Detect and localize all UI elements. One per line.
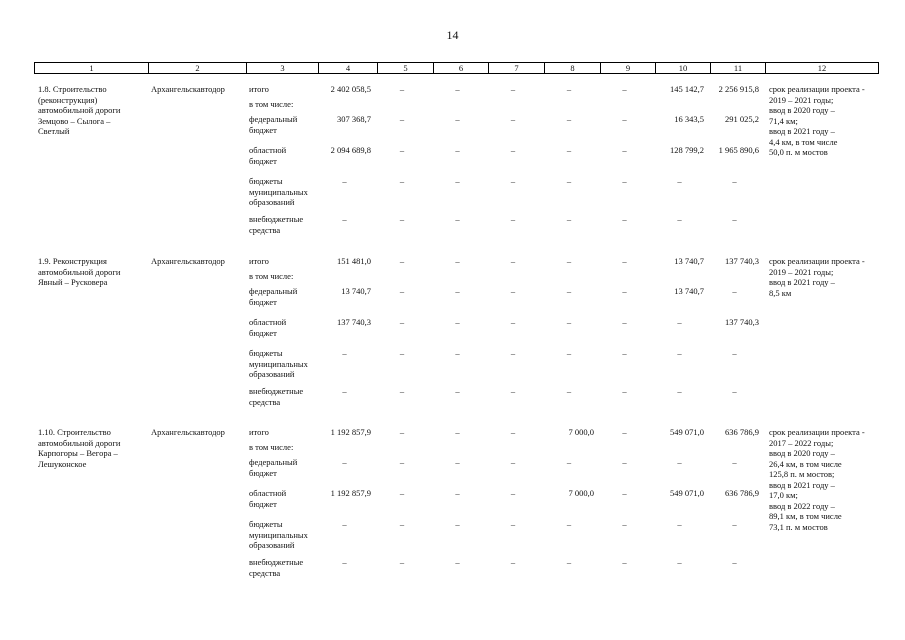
executor-name: Архангельскавтодор <box>151 427 225 437</box>
budget-label: бюджет <box>249 296 277 307</box>
budget-label: в том числе: <box>249 442 294 452</box>
project-note-line: 71,4 км; <box>769 115 798 126</box>
value-cell-col5: – <box>399 286 405 296</box>
value-cell-col9: – <box>622 286 627 296</box>
value-cell-col11: – <box>732 214 737 224</box>
budget-label: бюджет <box>249 498 277 509</box>
value-cell-col4: 2 094 689,8 <box>330 145 371 155</box>
header-col-6: 6 <box>434 63 489 73</box>
value-cell-col11: 291 025,2 <box>725 114 759 124</box>
value-cell-col6: – <box>455 348 460 358</box>
budget-label: средства <box>249 396 281 407</box>
budget-label: в том числе: <box>249 99 294 109</box>
value-cell-col7: – <box>510 488 516 498</box>
header-col-9: 9 <box>601 63 656 73</box>
value-cell-col7: – <box>510 519 516 529</box>
project-name-line: 1.9. Реконструкция <box>38 256 107 266</box>
value-cell-col6: – <box>455 457 460 467</box>
value-cell-col10: – <box>677 557 682 567</box>
budget-label: внебюджетные <box>249 386 304 396</box>
value-cell-col5: – <box>399 214 405 224</box>
project-name-line: Светлый <box>38 126 70 136</box>
value-cell-col9: – <box>622 145 627 155</box>
value-cell-col6: – <box>455 488 460 498</box>
value-cell-col8: – <box>566 457 572 467</box>
value-cell-col7: – <box>510 84 516 94</box>
value-cell-col5: – <box>399 427 405 437</box>
header-col-7: 7 <box>489 63 545 73</box>
budget-label: бюджет <box>249 327 277 338</box>
executor-name: Архангельскавтодор <box>151 84 225 94</box>
project-note-line: 125,8 п. м мостов; <box>769 469 835 479</box>
value-cell-col11: – <box>732 557 737 567</box>
value-cell-col10: 145 142,7 <box>670 84 704 94</box>
value-cell-col4: 2 402 058,5 <box>330 84 371 94</box>
value-cell-col10: – <box>677 457 682 467</box>
value-cell-col8: – <box>566 317 572 327</box>
value-cell-col8: – <box>566 176 572 186</box>
header-col-1: 1 <box>35 63 149 73</box>
project-note-line: 26,4 км, в том числе <box>769 458 842 469</box>
value-cell-col4: – <box>342 386 347 396</box>
budget-label: муниципальных <box>249 186 308 197</box>
budget-label: средства <box>249 567 281 578</box>
header-col-2: 2 <box>149 63 247 73</box>
value-cell-col9: – <box>622 214 627 224</box>
project-note-line: 2019 – 2021 годы; <box>769 94 834 105</box>
value-cell-col7: – <box>510 286 516 296</box>
value-cell-col5: – <box>399 457 405 467</box>
budget-label: федеральный <box>249 286 298 296</box>
value-cell-col7: – <box>510 214 516 224</box>
budget-label: образований <box>249 197 295 207</box>
value-cell-col4: 13 740,7 <box>341 286 371 296</box>
project-note-line: 50,0 п. м мостов <box>769 147 828 157</box>
value-cell-col7: – <box>510 427 516 437</box>
value-cell-col4: 1 192 857,9 <box>330 488 371 498</box>
value-cell-col9: – <box>622 114 627 124</box>
project-name-line: Земцово – Сылога – <box>38 115 111 126</box>
budget-label: областной <box>249 488 287 498</box>
value-cell-col10: – <box>677 317 682 327</box>
budget-label: муниципальных <box>249 358 308 369</box>
project-note-line: ввод в 2021 году – <box>769 277 835 287</box>
value-cell-col9: – <box>622 488 627 498</box>
project-note-line: ввод в 2022 году – <box>769 500 835 511</box>
header-col-10: 10 <box>656 63 711 73</box>
value-cell-col8: 7 000,0 <box>568 427 594 437</box>
value-cell-col10: 549 071,0 <box>670 488 704 498</box>
value-cell-col7: – <box>510 386 516 396</box>
value-cell-col10: – <box>677 348 682 358</box>
value-cell-col10: – <box>677 176 682 186</box>
budget-label: бюджеты <box>249 348 283 358</box>
value-cell-col6: – <box>455 386 460 396</box>
value-cell-col5: – <box>399 386 405 396</box>
value-cell-col7: – <box>510 176 516 186</box>
project-note-line: ввод в 2020 году – <box>769 448 835 458</box>
value-cell-col8: – <box>566 145 572 155</box>
value-cell-col4: 1 192 857,9 <box>330 427 371 437</box>
value-cell-col11: 1 965 890,6 <box>718 145 759 155</box>
value-cell-col5: – <box>399 176 405 186</box>
value-cell-col10: 13 740,7 <box>674 256 704 266</box>
budget-label: муниципальных <box>249 529 308 540</box>
value-cell-col6: – <box>455 427 460 437</box>
project-name-line: автомобильной дороги <box>38 105 121 115</box>
project-note-line: ввод в 2021 году – <box>769 479 835 490</box>
value-cell-col11: 636 786,9 <box>725 427 759 437</box>
value-cell-col7: – <box>510 317 516 327</box>
value-cell-col6: – <box>455 214 460 224</box>
value-cell-col9: – <box>622 84 627 94</box>
value-cell-col8: 7 000,0 <box>568 488 594 498</box>
value-cell-col11: – <box>732 519 737 529</box>
project-note-line: срок реализации проекта - <box>769 84 865 94</box>
budget-label: итого <box>249 256 269 266</box>
value-cell-col11: 636 786,9 <box>725 488 759 498</box>
value-cell-col9: – <box>622 557 627 567</box>
value-cell-col10: – <box>677 386 682 396</box>
value-cell-col9: – <box>622 427 627 437</box>
value-cell-col6: – <box>455 256 460 266</box>
value-cell-col5: – <box>399 256 405 266</box>
value-cell-col4: – <box>342 348 347 358</box>
value-cell-col11: 137 740,3 <box>725 256 759 266</box>
project-name-line: 1.8. Строительство <box>38 84 107 94</box>
value-cell-col8: – <box>566 114 572 124</box>
value-cell-col8: – <box>566 386 572 396</box>
page-number: 14 <box>446 28 459 42</box>
project-note-line: срок реализации проекта - <box>769 427 865 437</box>
value-cell-col8: – <box>566 286 572 296</box>
value-cell-col8: – <box>566 214 572 224</box>
value-cell-col8: – <box>566 84 572 94</box>
header-col-8: 8 <box>545 63 601 73</box>
value-cell-col6: – <box>455 286 460 296</box>
value-cell-col9: – <box>622 256 627 266</box>
value-cell-col5: – <box>399 84 405 94</box>
value-cell-col10: – <box>677 519 682 529</box>
value-cell-col5: – <box>399 519 405 529</box>
value-cell-col4: – <box>342 176 347 186</box>
value-cell-col11: – <box>732 457 737 467</box>
value-cell-col6: – <box>455 317 460 327</box>
header-col-4: 4 <box>319 63 378 73</box>
value-cell-col7: – <box>510 256 516 266</box>
budget-label: в том числе: <box>249 271 294 281</box>
project-note-line: 17,0 км; <box>769 490 798 500</box>
value-cell-col8: – <box>566 256 572 266</box>
budget-label: областной <box>249 317 287 327</box>
value-cell-col8: – <box>566 348 572 358</box>
value-cell-col7: – <box>510 145 516 155</box>
header-col-12: 12 <box>817 63 827 73</box>
value-cell-col5: – <box>399 557 405 567</box>
value-cell-col6: – <box>455 557 460 567</box>
project-note-line: ввод в 2020 году – <box>769 105 835 115</box>
value-cell-col4: – <box>342 519 347 529</box>
budget-label: бюджет <box>249 467 277 478</box>
project-note-line: 2019 – 2021 годы; <box>769 266 834 277</box>
value-cell-col10: 549 071,0 <box>670 427 704 437</box>
budget-label: средства <box>249 224 281 235</box>
value-cell-col9: – <box>622 317 627 327</box>
value-cell-col7: – <box>510 114 516 124</box>
value-cell-col8: – <box>566 519 572 529</box>
project-name-line: Явный – Русковера <box>38 277 108 287</box>
budget-label: итого <box>249 84 269 94</box>
budget-label: образований <box>249 369 295 379</box>
value-cell-col4: – <box>342 214 347 224</box>
value-cell-col11: – <box>732 286 737 296</box>
project-note-line: 89,1 км, в том числе <box>769 511 842 521</box>
value-cell-col6: – <box>455 84 460 94</box>
value-cell-col10: – <box>677 214 682 224</box>
header-col-3: 3 <box>247 63 319 73</box>
value-cell-col5: – <box>399 488 405 498</box>
budget-label: бюджеты <box>249 176 283 186</box>
value-cell-col5: – <box>399 114 405 124</box>
value-cell-col4: 307 368,7 <box>337 114 371 124</box>
project-note-line: 8,5 км <box>769 287 792 298</box>
value-cell-col4: – <box>342 557 347 567</box>
value-cell-col11: 137 740,3 <box>725 317 759 327</box>
value-cell-col11: – <box>732 386 737 396</box>
header-col-11: 11 <box>711 63 766 73</box>
executor-name: Архангельскавтодор <box>151 256 225 266</box>
project-name-line: Карпогоры – Вегора – <box>38 448 118 458</box>
budget-label: федеральный <box>249 114 298 124</box>
value-cell-col11: 2 256 915,8 <box>718 84 759 94</box>
project-name-line: Лешуконское <box>38 458 87 469</box>
value-cell-col9: – <box>622 176 627 186</box>
project-name-line: (реконструкция) <box>38 94 98 105</box>
project-note-line: 2017 – 2022 годы; <box>769 437 834 448</box>
value-cell-col7: – <box>510 348 516 358</box>
project-note-line: ввод в 2021 году – <box>769 126 835 136</box>
value-cell-col4: 151 481,0 <box>337 256 371 266</box>
project-note-line: 73,1 п. м мостов <box>769 521 828 532</box>
value-cell-col4: 137 740,3 <box>337 317 371 327</box>
budget-label: образований <box>249 540 295 550</box>
project-note-line: 4,4 км, в том числе <box>769 136 838 147</box>
value-cell-col10: 13 740,7 <box>674 286 704 296</box>
budget-label: бюджет <box>249 155 277 166</box>
project-name-line: автомобильной дороги <box>38 437 121 448</box>
value-cell-col10: 16 343,5 <box>674 114 704 124</box>
project-name-line: 1.10. Строительство <box>38 427 111 437</box>
value-cell-col8: – <box>566 557 572 567</box>
value-cell-col4: – <box>342 457 347 467</box>
project-note-line: срок реализации проекта - <box>769 256 865 266</box>
value-cell-col9: – <box>622 457 627 467</box>
budget-label: бюджеты <box>249 519 283 529</box>
table-header-numbering <box>34 62 879 74</box>
budget-label: итого <box>249 427 269 437</box>
value-cell-col5: – <box>399 317 405 327</box>
project-name-line: автомобильной дороги <box>38 266 121 277</box>
budget-label: областной <box>249 145 287 155</box>
value-cell-col9: – <box>622 348 627 358</box>
value-cell-col6: – <box>455 519 460 529</box>
value-cell-col11: – <box>732 348 737 358</box>
value-cell-col6: – <box>455 114 460 124</box>
value-cell-col7: – <box>510 457 516 467</box>
value-cell-col9: – <box>622 519 627 529</box>
value-cell-col7: – <box>510 557 516 567</box>
budget-label: бюджет <box>249 124 277 135</box>
value-cell-col11: – <box>732 176 737 186</box>
value-cell-col6: – <box>455 176 460 186</box>
value-cell-col9: – <box>622 386 627 396</box>
header-col-5: 5 <box>378 63 434 73</box>
value-cell-col6: – <box>455 145 460 155</box>
value-cell-col5: – <box>399 348 405 358</box>
value-cell-col5: – <box>399 145 405 155</box>
budget-label: внебюджетные <box>249 557 304 567</box>
value-cell-col10: 128 799,2 <box>670 145 704 155</box>
budget-label: федеральный <box>249 457 298 467</box>
budget-label: внебюджетные <box>249 214 304 224</box>
